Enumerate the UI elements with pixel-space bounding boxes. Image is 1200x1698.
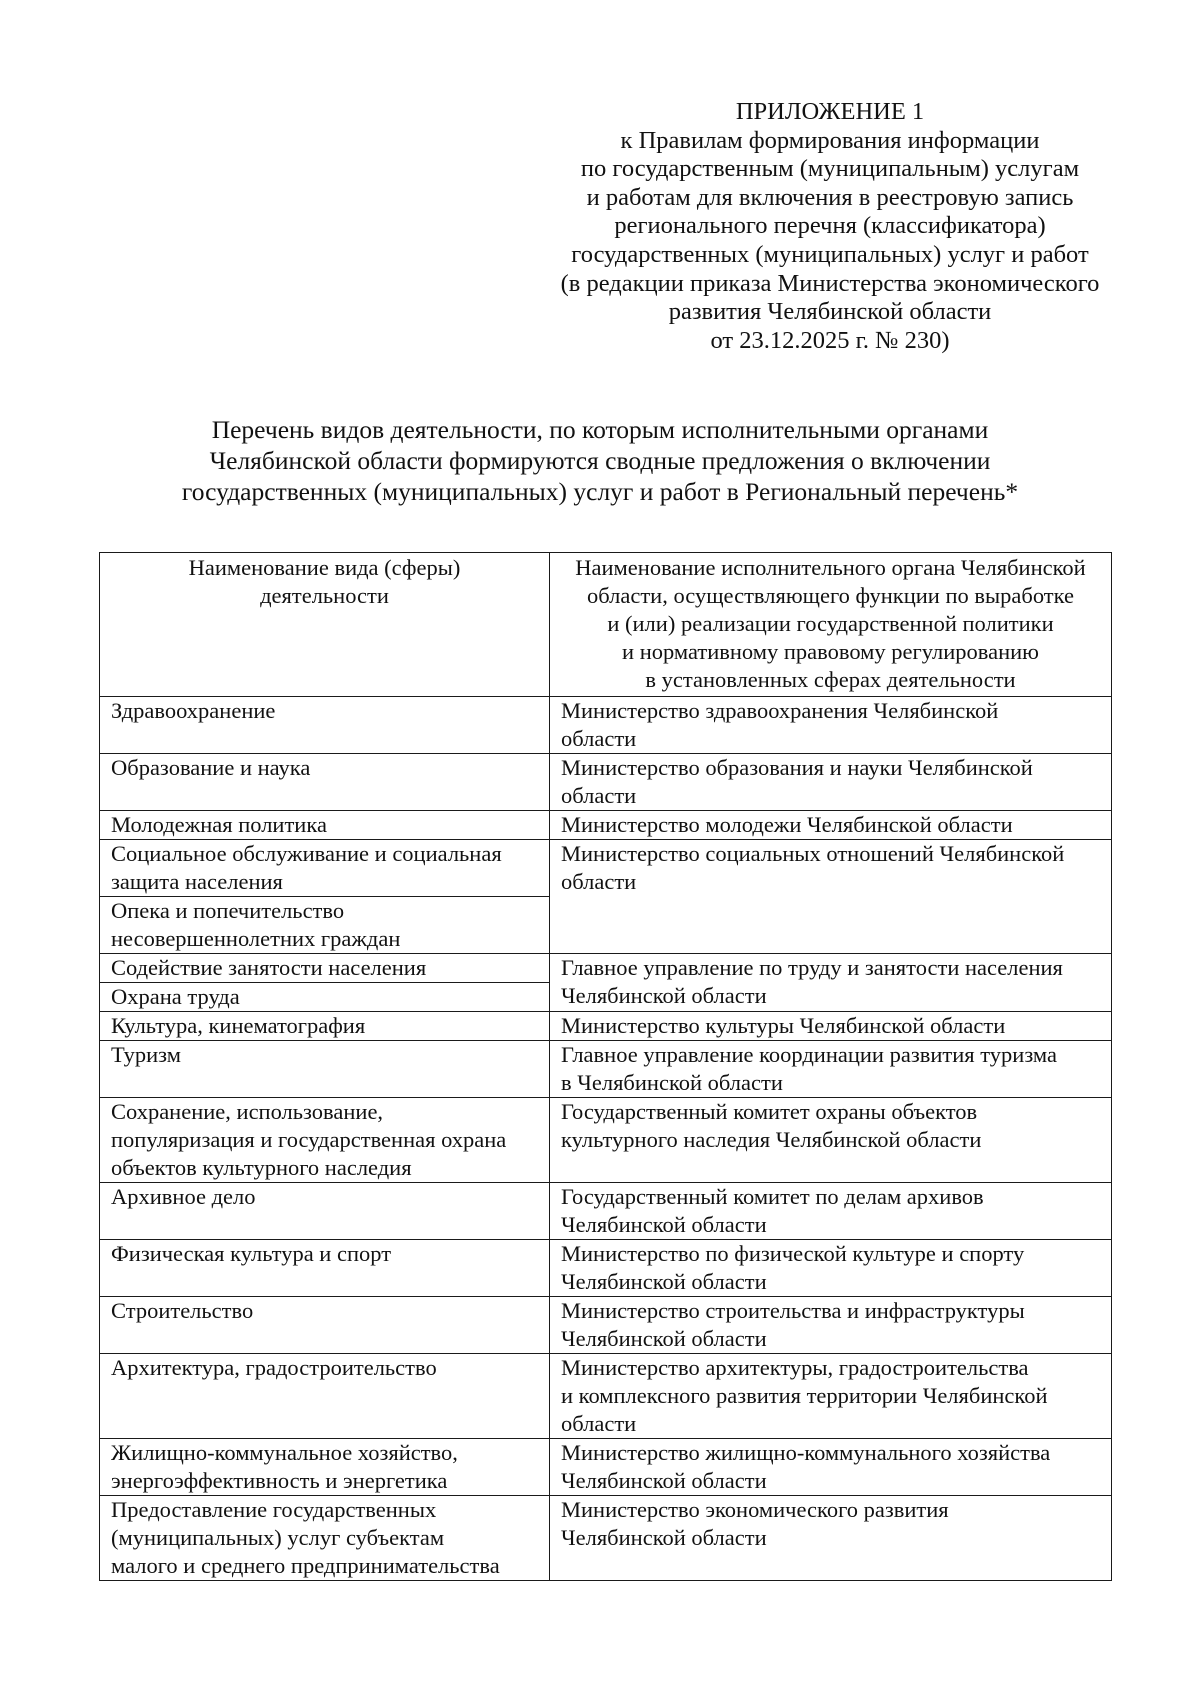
activity-cell: Туризм — [100, 1041, 550, 1098]
table-row — [100, 1496, 1112, 1581]
title-line: Челябинской области формируются сводные предложения о включении — [209, 446, 991, 475]
activity-cell: Культура, кинематография — [100, 1012, 550, 1041]
appendix-line: регионального перечня (классификатора) — [614, 212, 1046, 240]
activities-table — [99, 552, 1112, 1581]
table-row — [100, 697, 1112, 754]
authority-cell: Министерство образования и науки Челябинской области — [550, 754, 1112, 811]
authority-cell: Министерство здравоохранения Челябинской области — [550, 697, 1112, 754]
table-row — [100, 754, 1112, 811]
activity-cell: Молодежная политика — [100, 811, 550, 840]
header-line: Наименование вида (сферы) — [188, 555, 461, 580]
authority-cell: Министерство экономического развития Челябинской области — [550, 1496, 1112, 1581]
header-line: и нормативному правовому регулированию — [622, 639, 1039, 664]
activity-cell: Жилищно-коммунальное хозяйство, энергоэффективность и энергетика — [100, 1439, 550, 1496]
table-row — [100, 954, 1112, 983]
activity-cell: Строительство — [100, 1297, 550, 1354]
activity-cell: Здравоохранение — [100, 697, 550, 754]
appendix-line: ПРИЛОЖЕНИЕ 1 — [735, 98, 925, 125]
appendix-line: по государственным (муниципальным) услугам — [580, 155, 1080, 183]
table-row — [100, 1354, 1112, 1439]
table-header-row — [100, 553, 1112, 697]
table-row — [100, 811, 1112, 840]
table-row — [100, 1240, 1112, 1297]
header-activity — [100, 553, 550, 697]
title-line: государственных (муниципальных) услуг и работ в Региональный перечень* — [181, 477, 1019, 506]
header-line: области, осуществляющего функции по выработке — [587, 583, 1074, 608]
appendix-line: и работам для включения в реестровую запись — [586, 183, 1074, 211]
activity-cell: Социальное обслуживание и социальная защита населения — [100, 840, 550, 897]
header-authority — [550, 553, 1112, 697]
authority-cell: Государственный комитет охраны объектов культурного наследия Челябинской области — [550, 1098, 1112, 1183]
activity-cell: Архитектура, градостроительство — [100, 1354, 550, 1439]
header-line: Наименование исполнительного органа Челябинской — [575, 555, 1086, 580]
activity-cell: Сохранение, использование, популяризация и государственная охрана объектов культурного наследия — [100, 1098, 550, 1183]
activity-cell: Опека и попечительство несовершеннолетних граждан — [100, 897, 550, 954]
authority-cell: Главное управление координации развития туризма в Челябинской области — [550, 1041, 1112, 1098]
activity-cell: Образование и наука — [100, 754, 550, 811]
appendix-block — [530, 98, 1130, 355]
authority-cell: Министерство по физической культуре и спорту Челябинской области — [550, 1240, 1112, 1297]
table-row — [100, 1098, 1112, 1183]
authority-cell: Государственный комитет по делам архивов Челябинской области — [550, 1183, 1112, 1240]
table-row — [100, 1183, 1112, 1240]
appendix-line: государственных (муниципальных) услуг и работ — [571, 240, 1089, 268]
table-row — [100, 840, 1112, 897]
title-line: Перечень видов деятельности, по которым исполнительными органами — [211, 415, 989, 444]
appendix-line: (в редакции приказа Министерства экономического — [560, 269, 1100, 297]
authority-cell: Министерство молодежи Челябинской области — [550, 811, 1112, 840]
authority-cell: Министерство строительства и инфраструктуры Челябинской области — [550, 1297, 1112, 1354]
activity-cell: Охрана труда — [100, 983, 550, 1012]
header-line: и (или) реализации государственной политики — [607, 611, 1054, 636]
appendix-line: развития Челябинской области — [668, 298, 992, 326]
document-title — [100, 414, 1100, 507]
header-line: деятельности — [260, 583, 389, 608]
authority-cell: Главное управление по труду и занятости населения Челябинской области — [550, 954, 1112, 1012]
activity-cell: Физическая культура и спорт — [100, 1240, 550, 1297]
authority-cell: Министерство архитектуры, градостроительства и комплексного развития территории Челябинской области — [550, 1354, 1112, 1439]
header-line: в установленных сферах деятельности — [645, 667, 1016, 692]
table-row — [100, 1297, 1112, 1354]
activity-cell: Предоставление государственных (муниципальных) услуг субъектам малого и среднего предпринимательства — [100, 1496, 550, 1581]
table-row — [100, 1439, 1112, 1496]
authority-cell: Министерство социальных отношений Челябинской области — [550, 840, 1112, 954]
activity-cell: Архивное дело — [100, 1183, 550, 1240]
activity-cell: Содействие занятости населения — [100, 954, 550, 983]
appendix-line: к Правилам формирования информации — [620, 126, 1040, 154]
authority-cell: Министерство культуры Челябинской области — [550, 1012, 1112, 1041]
table-row — [100, 1012, 1112, 1041]
authority-cell: Министерство жилищно-коммунального хозяйства Челябинской области — [550, 1439, 1112, 1496]
appendix-line: от 23.12.2025 г. № 230) — [710, 326, 950, 354]
table-row — [100, 1041, 1112, 1098]
